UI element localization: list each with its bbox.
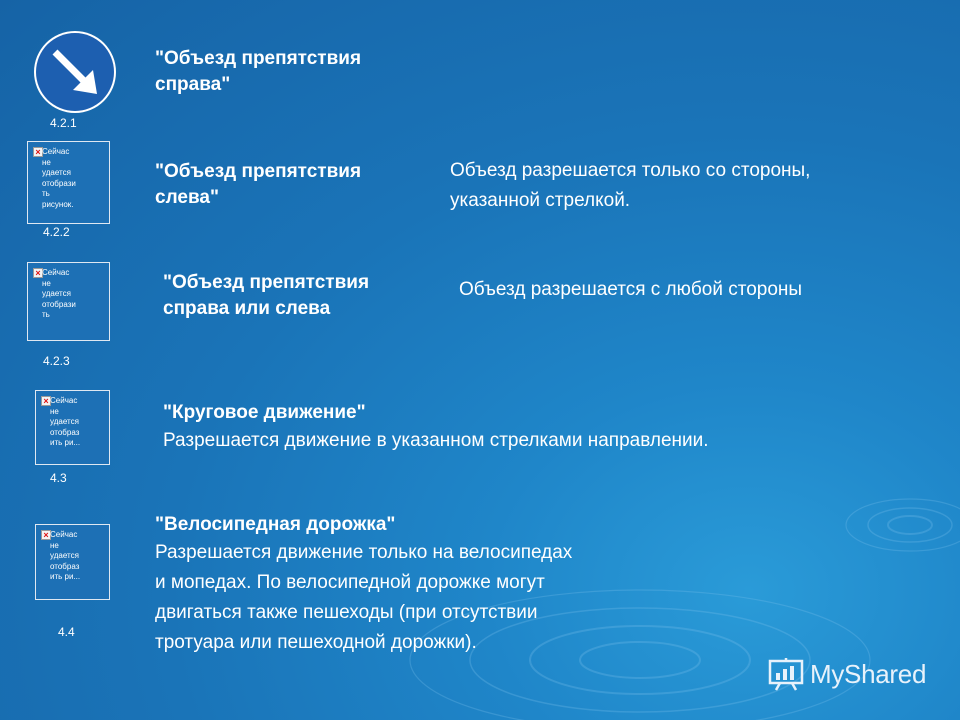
sign-code: 4.4: [58, 625, 75, 639]
sign-code: 4.2.2: [43, 225, 70, 239]
broken-image-text: Сейчас не удается отобрази ть рисунок.: [42, 147, 76, 209]
broken-image-placeholder: [27, 141, 110, 224]
description-line: Объезд разрешается с любой стороны: [459, 279, 803, 300]
broken-image-text: Сейчас не удается отобрази ть: [42, 268, 76, 319]
title-line: справа или слева: [163, 298, 331, 319]
title-line: "Объезд препятствия: [155, 48, 362, 69]
sign-4-2-1-image: [33, 30, 117, 114]
title-line: слева": [155, 187, 219, 208]
brand-name: MyShared: [810, 658, 927, 689]
sign-description: [163, 426, 709, 456]
sign-title: [155, 512, 395, 538]
description-line: и мопедах. По велосипедной дорожке могут: [155, 572, 545, 593]
title-line: "Велосипедная дорожка": [155, 514, 396, 535]
title-line: "Объезд препятствия: [163, 272, 370, 293]
sign-description: [459, 275, 802, 305]
broken-image-icon: ×: [33, 147, 43, 157]
broken-image-placeholder: [35, 524, 110, 600]
broken-image-text: Сейчас не удается отобраз ить ри...: [50, 530, 81, 581]
myshared-watermark: [768, 656, 926, 692]
sign-title: [155, 159, 361, 211]
title-line: "Круговое движение": [163, 402, 366, 423]
sign-title: [163, 400, 366, 426]
description-line: Разрешается движение только на велосипедах: [155, 542, 573, 563]
broken-image-placeholder: [27, 262, 110, 341]
broken-image-text: Сейчас не удается отобраз ить ри...: [50, 396, 81, 447]
description-line: тротуара или пешеходной дорожки).: [155, 632, 477, 653]
broken-image-icon: ×: [41, 530, 51, 540]
description-line: Разрешается движение в указанном стрелками направлении.: [163, 430, 709, 451]
sign-description: [450, 156, 810, 216]
title-line: "Объезд препятствия: [155, 161, 362, 182]
broken-image-placeholder: [35, 390, 110, 465]
sign-code: 4.3: [50, 471, 67, 485]
description-line: Объезд разрешается только со стороны,: [450, 160, 811, 181]
title-line: справа": [155, 74, 231, 95]
broken-image-icon: ×: [41, 396, 51, 406]
sign-code: 4.2.1: [50, 116, 77, 130]
description-line: двигаться также пешеходы (при отсутствии: [155, 602, 538, 623]
presentation-board-icon: [768, 657, 804, 691]
sign-title: [155, 46, 361, 98]
description-line: указанной стрелкой.: [450, 190, 631, 211]
sign-code: 4.2.3: [43, 354, 70, 368]
sign-title: [163, 270, 369, 322]
sign-description: [155, 538, 572, 658]
broken-image-icon: ×: [33, 268, 43, 278]
